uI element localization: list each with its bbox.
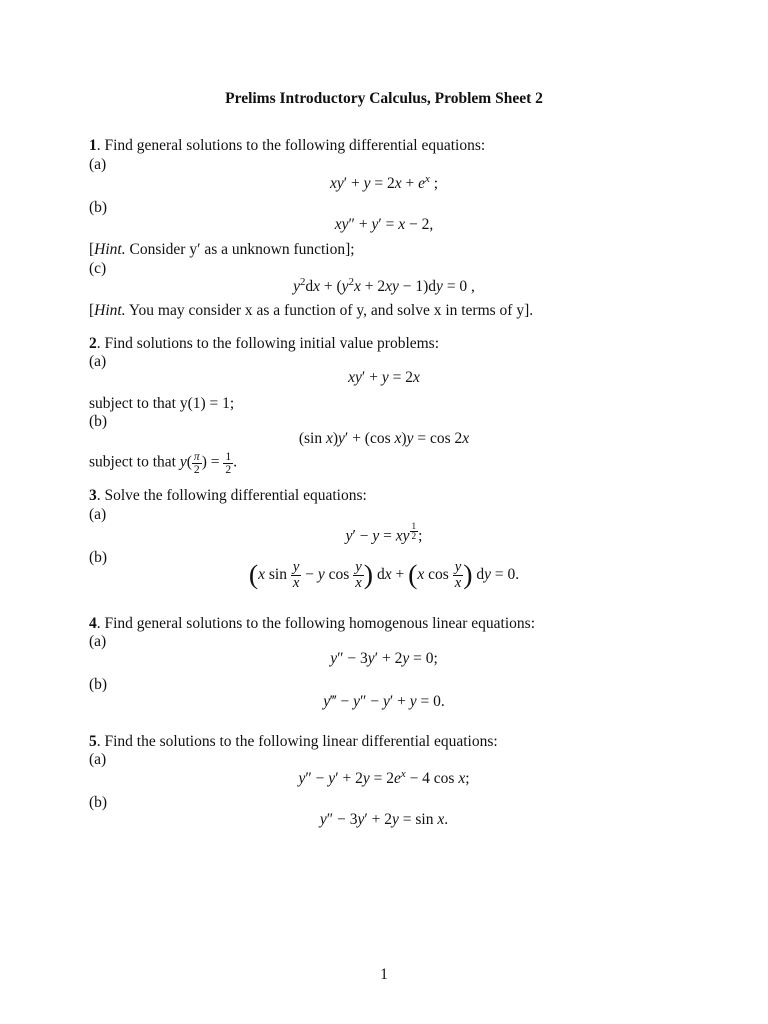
problem-3a-equation: y′ − y = xy $^{\frac{1}{2}}$ ; (345, 521, 423, 545)
page-number: 1 (380, 966, 388, 983)
problem-5-heading (89, 733, 498, 751)
hint-bracket: [ (89, 241, 95, 258)
problem-4-number: 4 (89, 615, 97, 632)
problem-2a-condition: subject to that y(1) = 1; (89, 395, 235, 412)
problem-1-number: 1 (89, 137, 97, 154)
problem-1a-equation: $xy' + y = 2x + e^x$ ; (329, 173, 439, 193)
problem-1c-hint (89, 302, 533, 320)
problem-3b-label: (b) (89, 549, 108, 566)
hint-bracket: [ (89, 302, 95, 319)
condition-prefix: subject to that (89, 453, 180, 471)
problem-4a-label: (a) (89, 633, 107, 650)
problem-5-number: 5 (89, 733, 97, 750)
problem-4-intro: . Find general solutions to the following homogenous linear equations: (96, 615, 535, 632)
problem-3-heading (89, 487, 367, 505)
problem-5a-equation: $y'' - y' + 2y = 2e^x - 4$ cos x; (298, 768, 470, 788)
hint-word: Hint. (94, 241, 126, 258)
problem-4b-equation: y‴ − y″ − y′ + y = 0. (323, 693, 445, 710)
hint-text: You may consider x as a function of y, and solve x in terms of y]. (125, 302, 534, 319)
problem-3b-equation: (x sin $\frac{y}{x}$ − y cos $\frac{y}{x}$ ) dx + (x cos $\frac{y}{x}$ ) dy = 0. (248, 559, 520, 591)
problem-3a-label: (a) (89, 506, 107, 523)
problem-1c-label: (c) (89, 260, 107, 277)
problem-5b-label: (b) (89, 794, 108, 811)
problem-2-intro: . Find solutions to the following initial value problems: (96, 335, 440, 352)
problem-3-intro: . Solve the following differential equations: (96, 487, 367, 504)
problem-1-intro: . Find general solutions to the following differential equations: (96, 137, 486, 154)
problem-1b-hint (89, 241, 355, 259)
problem-5a-label: (a) (89, 751, 107, 768)
problem-2a-label: (a) (89, 353, 107, 370)
problem-3-number: 3 (89, 487, 97, 504)
hint-word: Hint. (94, 302, 126, 319)
problem-4-heading (89, 615, 535, 633)
problem-5-intro: . Find the solutions to the following linear differential equations: (96, 733, 498, 750)
problem-2-heading (89, 335, 439, 353)
problem-2b-equation: (sin x)y′ + (cos x)y = cos 2x (298, 430, 470, 447)
problem-1b-label: (b) (89, 199, 108, 216)
problem-1-heading (89, 137, 485, 155)
problem-4a-equation: y″ − 3y′ + 2y = 0; (330, 650, 438, 667)
problem-4b-label: (b) (89, 676, 108, 693)
problem-2-number: 2 (89, 335, 97, 352)
problem-1a-label: (a) (89, 156, 107, 173)
problem-2b-label: (b) (89, 413, 108, 430)
problem-1b-equation: xy″ + y′ = x − 2, (334, 216, 434, 233)
problem-2a-equation: xy′ + y = 2x (348, 369, 420, 386)
page-title: Prelims Introductory Calculus, Problem Sheet 2 (225, 90, 543, 107)
problem-1c-equation: $y^2dx + (y^2x + 2xy - 1)dy = 0$ , (293, 276, 475, 296)
problem-5b-equation: y″ − 3y′ + 2y = sin x. (319, 811, 449, 828)
hint-text: Consider y′ as a unknown function]; (125, 241, 355, 258)
problem-2b-condition: subject to that y( $\frac{\pi}{2}$ ) = $\frac{1}{2}$ . (89, 450, 238, 476)
